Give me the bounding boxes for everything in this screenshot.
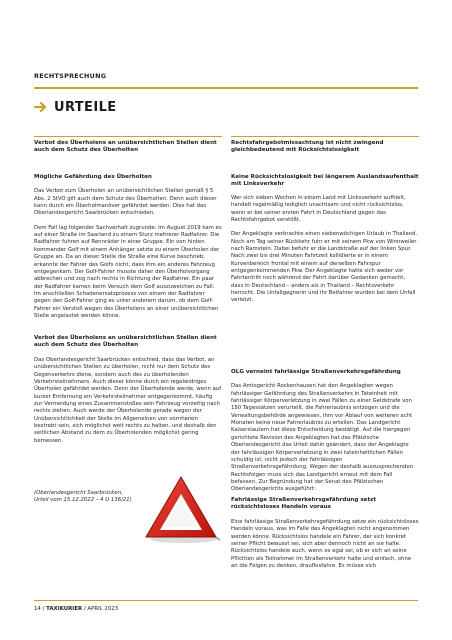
right-s2-title: OLG verneint fahrlässige Straßenverkehrsgefährdung — [231, 369, 401, 375]
heading-row — [34, 97, 117, 117]
citation-line-1: (Oberlandesgericht Saarbrücken, — [34, 490, 123, 496]
section-label: RECHTSPRECHUNG — [34, 72, 107, 80]
page-number: 14 — [34, 606, 41, 612]
left-section-2 — [34, 335, 222, 445]
right-s3-title: Fahrlässige Straßenverkehrsgefährdung setzt rücksichtsloses Handeln voraus — [231, 497, 377, 511]
right-s1-title: Keine Rücksichtslosigkeit bei längerem Auslandsaufenthalt mit Linksverkehr — [231, 174, 419, 188]
left-lead: Verbot des Überholens an unübersichtlichen Stellen dient auch dem Schutz des Überholten — [34, 140, 217, 154]
right-section-2 — [231, 369, 419, 494]
magazine-name: TAXIKURIER — [46, 606, 83, 612]
right-section-1 — [231, 174, 419, 305]
left-s2-p1: Das Oberlandesgericht Saarbrücken entschied, dass das Verbot, an unübersichtlichen Stellen zu überholen, nicht nur dem Schutz des Gegenverkehrs diene, sondern auch des zu überholenden Verkehrsteilnehmers. Auch dieser könne durch ein regelwidriges Überholen gefährdet werden. Denn der Überholende werde, wenn auf kurzer Entfernung ein Verkehrsteilnehmer entgegenkommt, häufig zur Vermeidung eines Zusammenstoßes sein Fahrzeug vorzeitig nach rechts ziehen. Auch werde der Überholende gerade wegen der Unübersichtlichkeit der Stelle im Allgemeinen von vornherein bestrebt sein, sich möglichst weit rechts zu halten, und deshalb den seitlichen Abstand zu dem zu Überholenden möglichst gering bemessen. — [34, 356, 222, 444]
right-s2-p1: Das Amtsgericht Rockenhausen hat den Angeklagten wegen fahrlässiger Gefährdung des Straßenverkehrs in Tateinheit mit fahrlässiger Körperverletzung in zwei Fällen zu einer Geldstrafe von 150 Tagessätzen verurteilt, die Fahrerlaubnis entzogen und die Verwaltungsbehörde angewiesen, ihm vor Ablauf von weiteren acht Monaten keine neue Fahrerlaubnis zu erteilen. Das Landgericht Kaiserslautern hat diese Entscheidung bestätigt. Auf die hiergegen gerichtete Revision des Angeklagten hat das Pfälzische Oberlandesgericht das Urteil dahin geändert, dass der Angeklagte der fahrlässigen Körperverletzung in zwei tateinheitlichen Fällen schuldig ist, nicht jedoch der fahrlässigen Straßenverkehrsgefährdung. Wegen der deshalb auszusprechenden Rechtsfolgen muss sich das Landgericht erneut mit dem Fall befassen. Zur Begründung hat der Senat des Pfälzischen Oberlandesgerichts ausgeführt: — [231, 383, 414, 493]
citation — [34, 490, 144, 505]
left-column — [34, 136, 222, 165]
citation-line-2: Urteil vom 15.12.2022 – 4 U 136/21) — [34, 497, 132, 504]
left-s1-p1: Das Verbot zum Überholen an unübersichtlichen Stellen gemäß § 5 Abs. 2 StVO gilt auch dem Schutz des Überholten. Denn auch dieser kann durch ein Überholmanöver gefährdet werden. Dies hat das Oberlandesgericht Saarbrücken entschieden. — [34, 188, 217, 217]
left-lead-rule — [34, 136, 222, 137]
bottom-divider — [34, 600, 418, 601]
issue-date: APRIL 2023 — [87, 606, 119, 612]
right-lead: Rechtsfahrgebotmissachtung ist nicht zwingend gleichbedeutend mit Rücksichtslosigkeit — [231, 140, 384, 154]
top-divider — [34, 87, 418, 89]
right-s3-p1: Eine fahrlässige Straßenverkehrsgefährdung setze ein rücksichtsloses Handeln voraus, was im Falle des Angeklagten nicht angenommen werden könne. Rücksichtslos handele ein Fahrer, der sich konkret seiner Pflicht bewusst sei, sich aber dennoch nicht an sie halte. Rücksichtslos handele auch, wenn es egal sei, ob er sich an seine Pflichten als Teilnehmer im Straßenverkehr halte und einfach, ohne an die Folgen zu denken, drauflosfahre. Es müsse sich — [231, 518, 419, 569]
page-heading: URTEILE — [54, 99, 117, 115]
left-s1-title: Mögliche Gefährdung des Überholten — [34, 174, 152, 180]
right-lead-rule — [231, 136, 419, 137]
warning-triangle-image — [142, 473, 220, 545]
left-s2-title: Verbot des Überholens an unübersichtlichen Stellen dient auch dem Schutz des Überholten — [34, 335, 217, 349]
arrow-right-icon — [34, 100, 50, 114]
left-s1-p2: Dem Fall lag folgender Sachverhalt zugrunde: Im August 2019 kam es auf einer Straße im Saarland zu einem Sturz mehrerer Radfahrer. Die Radfahrer fuhren auf Rennräder in einer Gruppe. Ein von hinten kommender Golf mit einem Anhänger setzte zu einem Überholen der Gruppe an. Da an dieser Stelle die Straße eine Kurve beschrieb, erkannte der Fahrer des Golfs nicht, dass ihm ein anderes Fahrzeug entgegenkam. Der Golf-Fahrer musste daher den Überholvorgang abbrechen und zog nach rechts in Richtung der Radfahrer. Ein paar der Radfahrer kamen beim Versuch dem Golf auszuweichen zu Fall. Im anschließen Schadenersatzprozess von einem der Radfahrer gegen den Golf-Fahrer ging es unter anderem darum, ob dem Golf-Fahrer ein Verstoß wegen des Überholens an einer unübersichtlichen Stelle angelastet werden könne. — [34, 224, 222, 319]
right-section-3 — [231, 497, 419, 570]
page-footer — [34, 606, 118, 612]
right-s1-p2: Der Angeklagte verbrachte einen siebenwöchigen Urlaub in Thailand. Noch am Tag seiner Rückkehr fuhr er mit seinem Pkw von Winnweiler nach Ramstein. Dabei befuhr er die Landstraße auf der linken Spur. Nach zwei bis drei Minuten Fahrtzeit kollidierte er in einem Kurvenbereich frontal mit einem auf derselben Fahrspur entgegenkommenden Pkw. Der Angeklagte hatte sich weder vor Fahrtantritt noch während der Fahrt darüber Gedanken gemacht, dass in Deutschland – anders als in Thailand – Rechtsverkehr herrscht. Die Unfallgegnerin und ihr Beifahrer wurden bei dem Unfall verletzt. — [231, 231, 418, 304]
right-s1-p1: Wer sich sieben Wochen in einem Land mit Linksverkehr aufhielt, handelt regelmäßig lediglich unachtsam und nicht rücksichtslos, wenn er bei seiner ersten Fahrt in Deutschland gegen das Rechtsfahrgebot verstößt. — [231, 194, 406, 223]
footer-separator: / — [42, 606, 47, 612]
footer-separator-2: / — [83, 606, 88, 612]
right-column — [231, 136, 419, 165]
left-section-1 — [34, 174, 222, 320]
